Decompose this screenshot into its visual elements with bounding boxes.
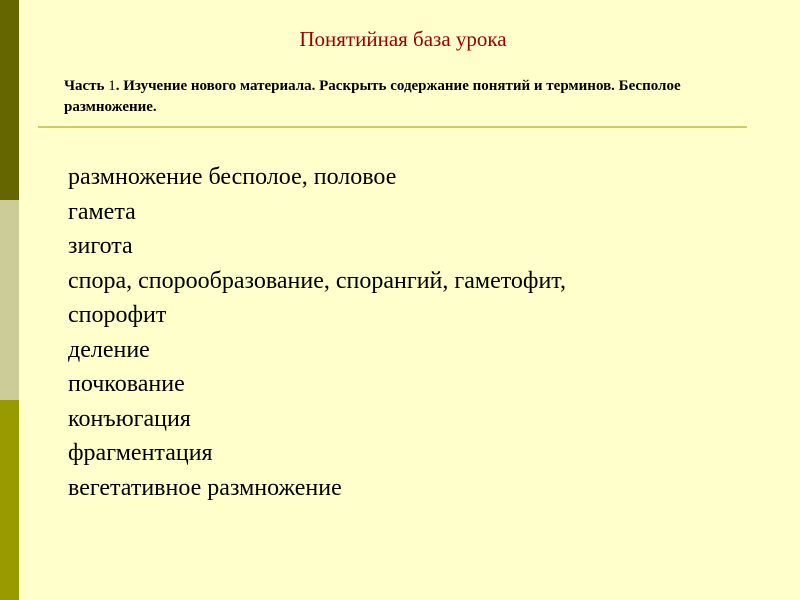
subtitle-text: . Изучение нового материала. Раскрыть содержание понятий и терминов. Бесполое размножение.: [64, 78, 681, 115]
term-item: гамета: [68, 198, 136, 225]
decorative-bar-middle: [0, 200, 19, 400]
term-item: зигота: [68, 233, 133, 259]
decorative-bar-bottom: [0, 400, 19, 600]
term-item: вегетативное размножение: [68, 474, 342, 501]
term-item: размножение бесполое, половое: [68, 164, 397, 190]
term-item: конъюгация: [68, 405, 191, 432]
divider-line: [38, 126, 747, 128]
terms-list: [68, 160, 566, 505]
slide-subtitle: [64, 76, 744, 118]
term-item: почкование: [68, 371, 185, 397]
term-item: спора, спорообразование, спорангий, гаметофит,: [68, 267, 566, 294]
term-item: деление: [68, 336, 150, 363]
slide-title: Понятийная база урока: [299, 27, 507, 51]
term-item: спорофит: [68, 302, 167, 328]
subtitle-prefix: Часть: [64, 78, 109, 94]
subtitle-number: 1: [108, 78, 116, 94]
term-item: фрагментация: [68, 440, 213, 466]
